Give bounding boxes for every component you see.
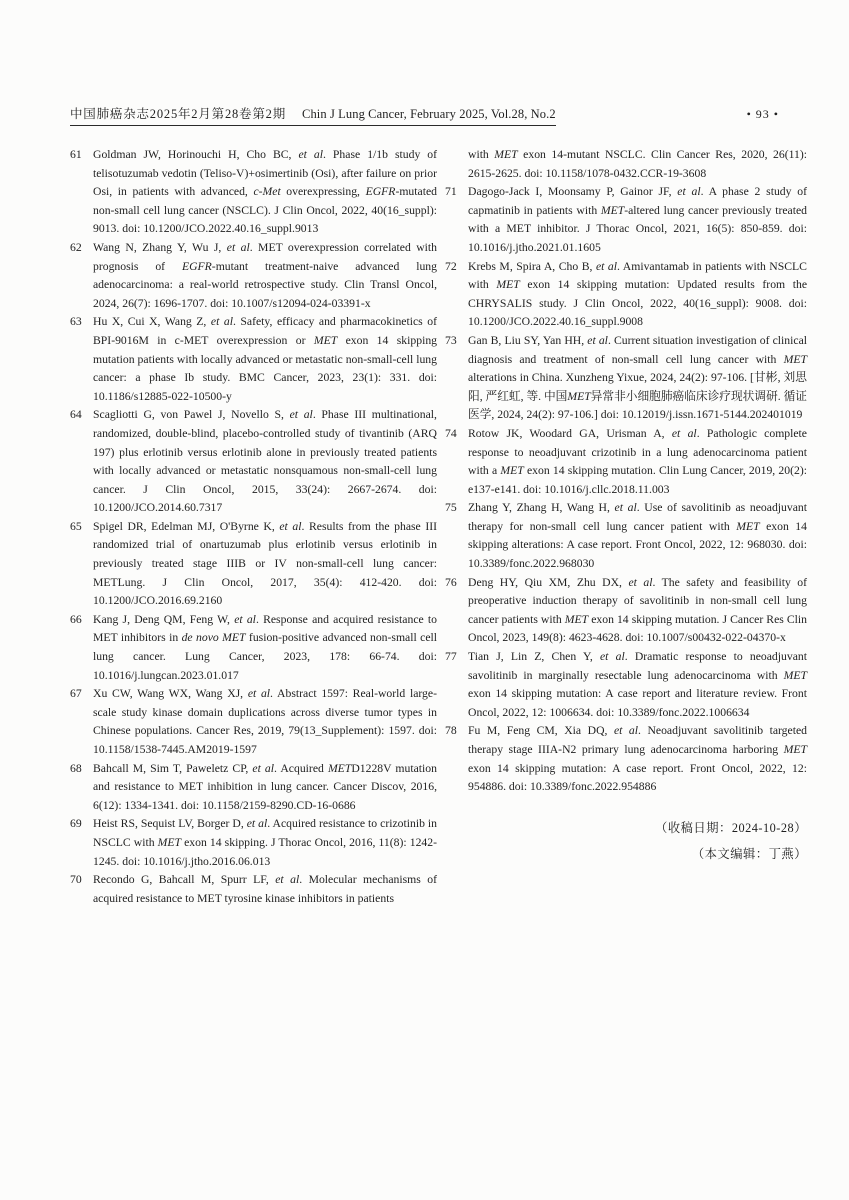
reference-number: 61 [70,148,82,161]
reference-number: 74 [445,426,457,440]
reference-text: Recondo G, Bahcall M, Spurr LF, et al. Molecular mechanisms of acquired resistance to MET tyrosine kinase inhibitors in patients [93,873,438,905]
reference-number: 78 [445,724,457,738]
reference-number: 63 [70,315,82,329]
reference-text: Hu X, Cui X, Wang Z, et al. Safety, efficacy and pharmacokinetics of BPI-9016M in c-MET overexpression or MET exon 14 skipping mutation patients with locally advanced or metastatic non-small-cell lung cancer: a phase Ib study. BMC Cancer, 2023, 23(1): 331. doi: 10.1186/s12885-022-10500-y [93,315,438,403]
reference-number: 68 [70,761,82,775]
reference-list [70,146,807,908]
reference-text: Rotow JK, Woodard GA, Urisman A, et al. Pathologic complete response to neoadjuvant crizotinib in a lung adenocarcinoma patient with a MET exon 14 skipping mutation. Clin Lung Cancer, 2019, 20(2): e137-e141. doi: 10.1016/j.cllc.2018.11.003 [468,426,807,496]
reference-item [445,574,807,648]
page-number: • 93 • [746,107,779,121]
reference-item [445,332,807,425]
reference-text: Gan B, Liu SY, Yan HH, et al. Current situation investigation of clinical diagnosis and treatment of non-small cell lung cancer with MET alterations in China. Xunzheng Yixue, 2024, 24(2): 97-106. [甘彬, 刘思阳, 严红虹, 等. 中国MET异常非小细胞肺癌临床诊疗现状调研. 循证医学, 2024, 24(2): 97-106.] doi: 10.12019/j.issn.1671-5144.202401019 [468,333,808,422]
reference-text: Dagogo-Jack I, Moonsamy P, Gainor JF, et al. A phase 2 study of capmatinib in patients with MET-altered lung cancer previously treated with a MET inhibitor. J Thorac Oncol, 2021, 16(5): 850-859. doi: 10.1016/j.jtho.2021.01.1605 [468,185,807,254]
reference-number: 64 [70,408,82,422]
reference-text: Goldman JW, Horinouchi H, Cho BC, et al. Phase 1/1b study of telisotuzumab vedotin (Teliso-V)+osimertinib (Osi), after failure on prior Osi, in patients with advanced, c-Met overexpressing, EGFR-mutated non-small cell lung cancer (NSCLC). J Clin Oncol, 2022, 40(16_suppl): 9013. doi: 10.1200/JCO.2022.40.16_suppl.9013 [93,148,438,236]
reference-item [445,183,807,257]
colophon [445,815,807,867]
reference-item [445,258,807,332]
page-header [70,104,807,126]
reference-item [445,722,807,796]
ref-column-right [445,146,807,908]
ref-items-left [70,146,437,908]
reference-number: 76 [445,575,457,589]
reference-number: 67 [70,687,82,701]
reference-number [445,146,468,183]
reference-item [70,518,437,611]
reference-item [445,425,807,499]
reference-item [445,146,807,183]
reference-text: Kang J, Deng QM, Feng W, et al. Response and acquired resistance to MET inhibitors in de novo MET fusion-positive advanced non-small cell lung cancer. Lung Cancer, 2023, 178: 66-74. doi: 10.1016/j.lungcan.2023.01.017 [93,612,438,682]
ref-items-right [445,146,807,797]
reference-number: 62 [70,240,82,254]
reference-item [70,406,437,518]
journal-title-chinese: 中国肺癌杂志2025年2月第28卷第2期 [70,107,287,121]
reference-text: Fu M, Feng CM, Xia DQ, et al. Neoadjuvant savolitinib targeted therapy stage IIIA-N2 primary lung adenocarcinoma harboring MET exon 14 skipping mutation: A case report. Front Oncol, 2022, 12: 954886. doi: 10.3389/fonc.2022.954886 [468,724,807,794]
reference-text: Scagliotti G, von Pawel J, Novello S, et al. Phase III multinational, randomized, double-blind, placebo-controlled study of tivantinib (ARQ 197) plus erlotinib versus erlotinib alone in previously treated patients with locally advanced or metastatic nonsquamous non-small-cell lung cancer. J Clin Oncol, 2015, 33(24): 2667-2674. doi: 10.1200/JCO.2014.60.7317 [93,408,437,515]
reference-number: 73 [445,333,457,347]
reference-text: Krebs M, Spira A, Cho B, et al. Amivantamab in patients with NSCLC with MET exon 14 skipping mutation: Updated results from the CHRYSALIS study. J Clin Oncol, 2022, 40(16_suppl): 9008. doi: 10.1200/JCO.2022.40.16_suppl.9008 [468,259,808,329]
reference-text: Deng HY, Qiu XM, Zhu DX, et al. The safety and feasibility of preoperative induction therapy of savolitinib in non-small cell lung cancer patients with MET exon 14 skipping mutation. J Cancer Res Clin Oncol, 2023, 149(8): 4623-4628. doi: 10.1007/s00432-022-04370-x [468,575,808,645]
reference-number: 65 [70,519,82,533]
reference-item [70,611,437,685]
received-date: （收稿日期：2024-10-28） [655,820,807,835]
reference-item [70,815,437,871]
reference-text: Spigel DR, Edelman MJ, O'Byrne K, et al. Results from the phase III randomized trial of onartuzumab plus erlotinib versus erlotinib in previously treated stage IIIB or IV non-small-cell lung cancer: METLung. J Clin Oncol, 2017, 35(4): 412-420. doi: 10.1200/JCO.2016.69.2160 [93,519,437,608]
reference-item [445,499,807,573]
journal-title-english: Chin J Lung Cancer, February 2025, Vol.28, No.2 [302,107,556,121]
reference-text: Wang N, Zhang Y, Wu J, et al. MET overexpression correlated with prognosis of EGFR-mutant treatment-naive advanced lung adenocarcinoma: a real-world retrospective study. Clin Transl Oncol, 2024, 26(7): 1696-1707. doi: 10.1007/s12094-024-03391-x [93,240,438,310]
reference-text: Heist RS, Sequist LV, Borger D, et al. Acquired resistance to crizotinib in NSCLC with MET exon 14 skipping. J Thorac Oncol, 2016, 11(8): 1242-1245. doi: 10.1016/j.jtho.2016.06.013 [93,817,438,868]
reference-item [70,760,437,816]
reference-text: Bahcall M, Sim T, Paweletz CP, et al. Acquired METD1228V mutation and resistance to MET inhibition in lung cancer. Cancer Discov, 2016, 6(12): 1334-1341. doi: 10.1158/2159-8290.CD-16-0686 [93,761,437,812]
reference-item [70,685,437,759]
reference-number: 69 [70,817,82,831]
reference-number: 75 [445,501,457,515]
reference-number: 72 [445,259,457,273]
reference-item [70,871,437,908]
reference-number: 70 [70,873,82,887]
journal-masthead [70,104,556,126]
ref-column-left [70,146,437,908]
reference-item [70,239,437,313]
reference-text: Zhang Y, Zhang H, Wang H, et al. Use of savolitinib as neoadjuvant therapy for non-small cell lung cancer patient with MET exon 14 skipping alterations: A case report. Front Oncol, 2022, 12: 968030. doi: 10.3389/fonc.2022.968030 [468,501,808,571]
reference-text: Tian J, Lin Z, Chen Y, et al. Dramatic response to neoadjuvant savolitinib in marginally resectable lung adenocarcinoma with MET exon 14 skipping mutation: A case report and literature review. Front Oncol, 2022, 12: 1006634. doi: 10.3389/fonc.2022.1006634 [468,650,807,719]
reference-text: with MET exon 14-mutant NSCLC. Clin Cancer Res, 2020, 26(11): 2615-2625. doi: 10.1158/1078-0432.CCR-19-3608 [468,148,807,180]
reference-text: Xu CW, Wang WX, Wang XJ, et al. Abstract 1597: Real-world large-scale study kinase domain duplications across diverse tumor types in Chinese populations. Cancer Res, 2019, 79(13_Supplement): 1597. doi: 10.1158/1538-7445.AM2019-1597 [93,687,437,756]
reference-item [70,146,437,239]
reference-item [70,313,437,406]
reference-number: 66 [70,612,82,626]
reference-number: 77 [445,650,457,664]
reference-number: 71 [445,185,457,199]
reference-item [445,648,807,722]
editor-note: （本文编辑：丁燕） [691,846,807,861]
